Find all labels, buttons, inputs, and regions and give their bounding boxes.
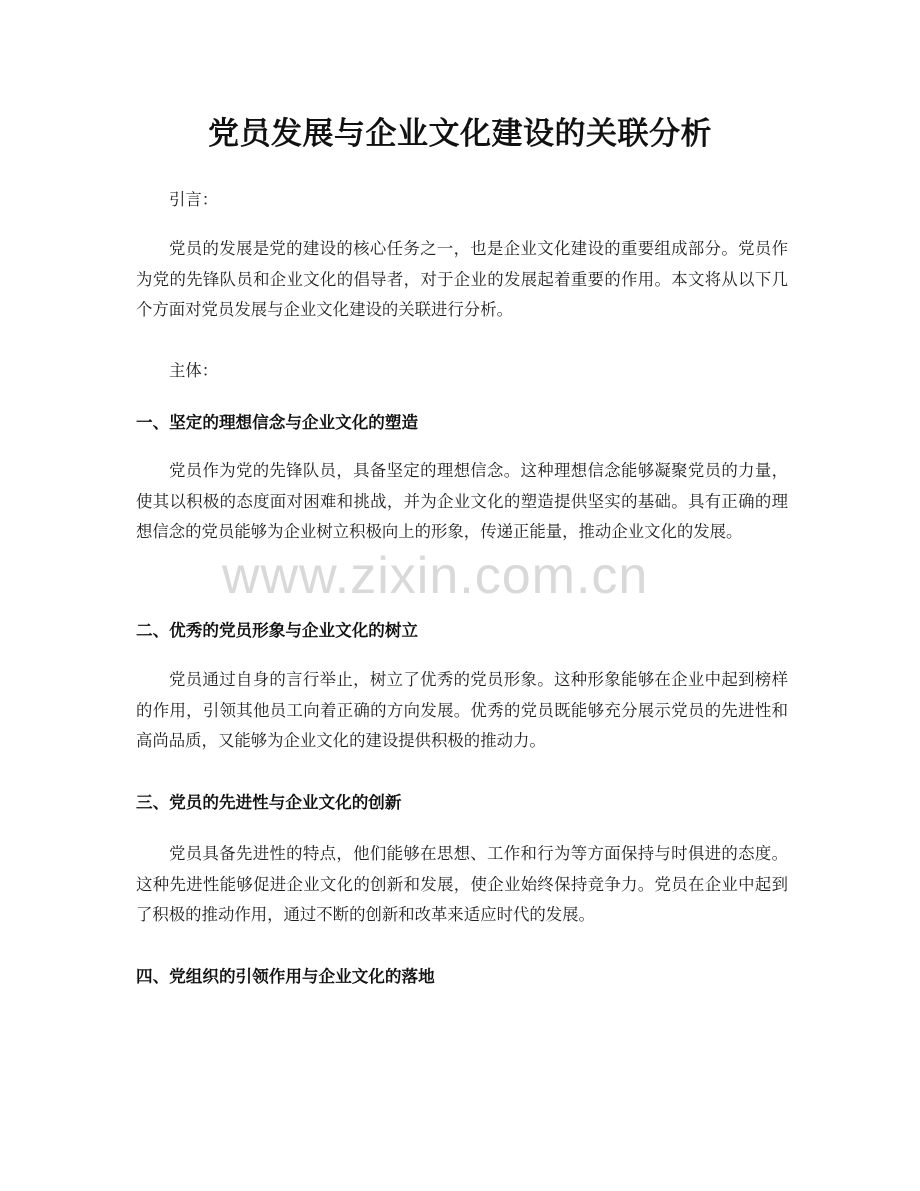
section-1-paragraph: 党员作为党的先锋队员，具备坚定的理想信念。这种理想信念能够凝聚党员的力量，使其以积极的态度面对困难和挑战，并为企业文化的塑造提供坚实的基础。具有正确的理想信念的党员能够为企业树立积极向上的形象，传递正能量，推动企业文化的发展。 [136, 461, 788, 541]
section-2-paragraph: 党员通过自身的言行举止，树立了优秀的党员形象。这种形象能够在企业中起到榜样的作用，引领其他员工向着正确的方向发展。优秀的党员既能够充分展示党员的先进性和高尚品质，又能够为企业文化的建设提供积极的推动力。 [136, 670, 788, 750]
section-1-heading: 一、坚定的理想信念与企业文化的塑造 [136, 413, 419, 432]
intro-paragraph: 党员的发展是党的建设的核心任务之一，也是企业文化建设的重要组成部分。党员作为党的先锋队员和企业文化的倡导者，对于企业的发展起着重要的作用。本文将从以下几个方面对党员发展与企业文化建设的关联进行分析。 [136, 239, 788, 319]
section-4-heading: 四、党组织的引领作用与企业文化的落地 [136, 967, 435, 986]
section-2-heading: 二、优秀的党员形象与企业文化的树立 [136, 621, 419, 640]
section-3-paragraph: 党员具备先进性的特点，他们能够在思想、工作和行为等方面保持与时俱进的态度。这种先进性能够促进企业文化的创新和发展，使企业始终保持竞争力。党员在企业中起到了积极的推动作用，通过不断的创新和改革来适应时代的发展。 [136, 844, 788, 924]
body-label: 主体： [169, 361, 219, 380]
intro-label: 引言： [169, 190, 219, 209]
watermark: www.zixin.com.cn [222, 547, 649, 605]
document-title: 党员发展与企业文化建设的关联分析 [208, 116, 712, 152]
section-3-heading: 三、党员的先进性与企业文化的创新 [136, 793, 402, 812]
